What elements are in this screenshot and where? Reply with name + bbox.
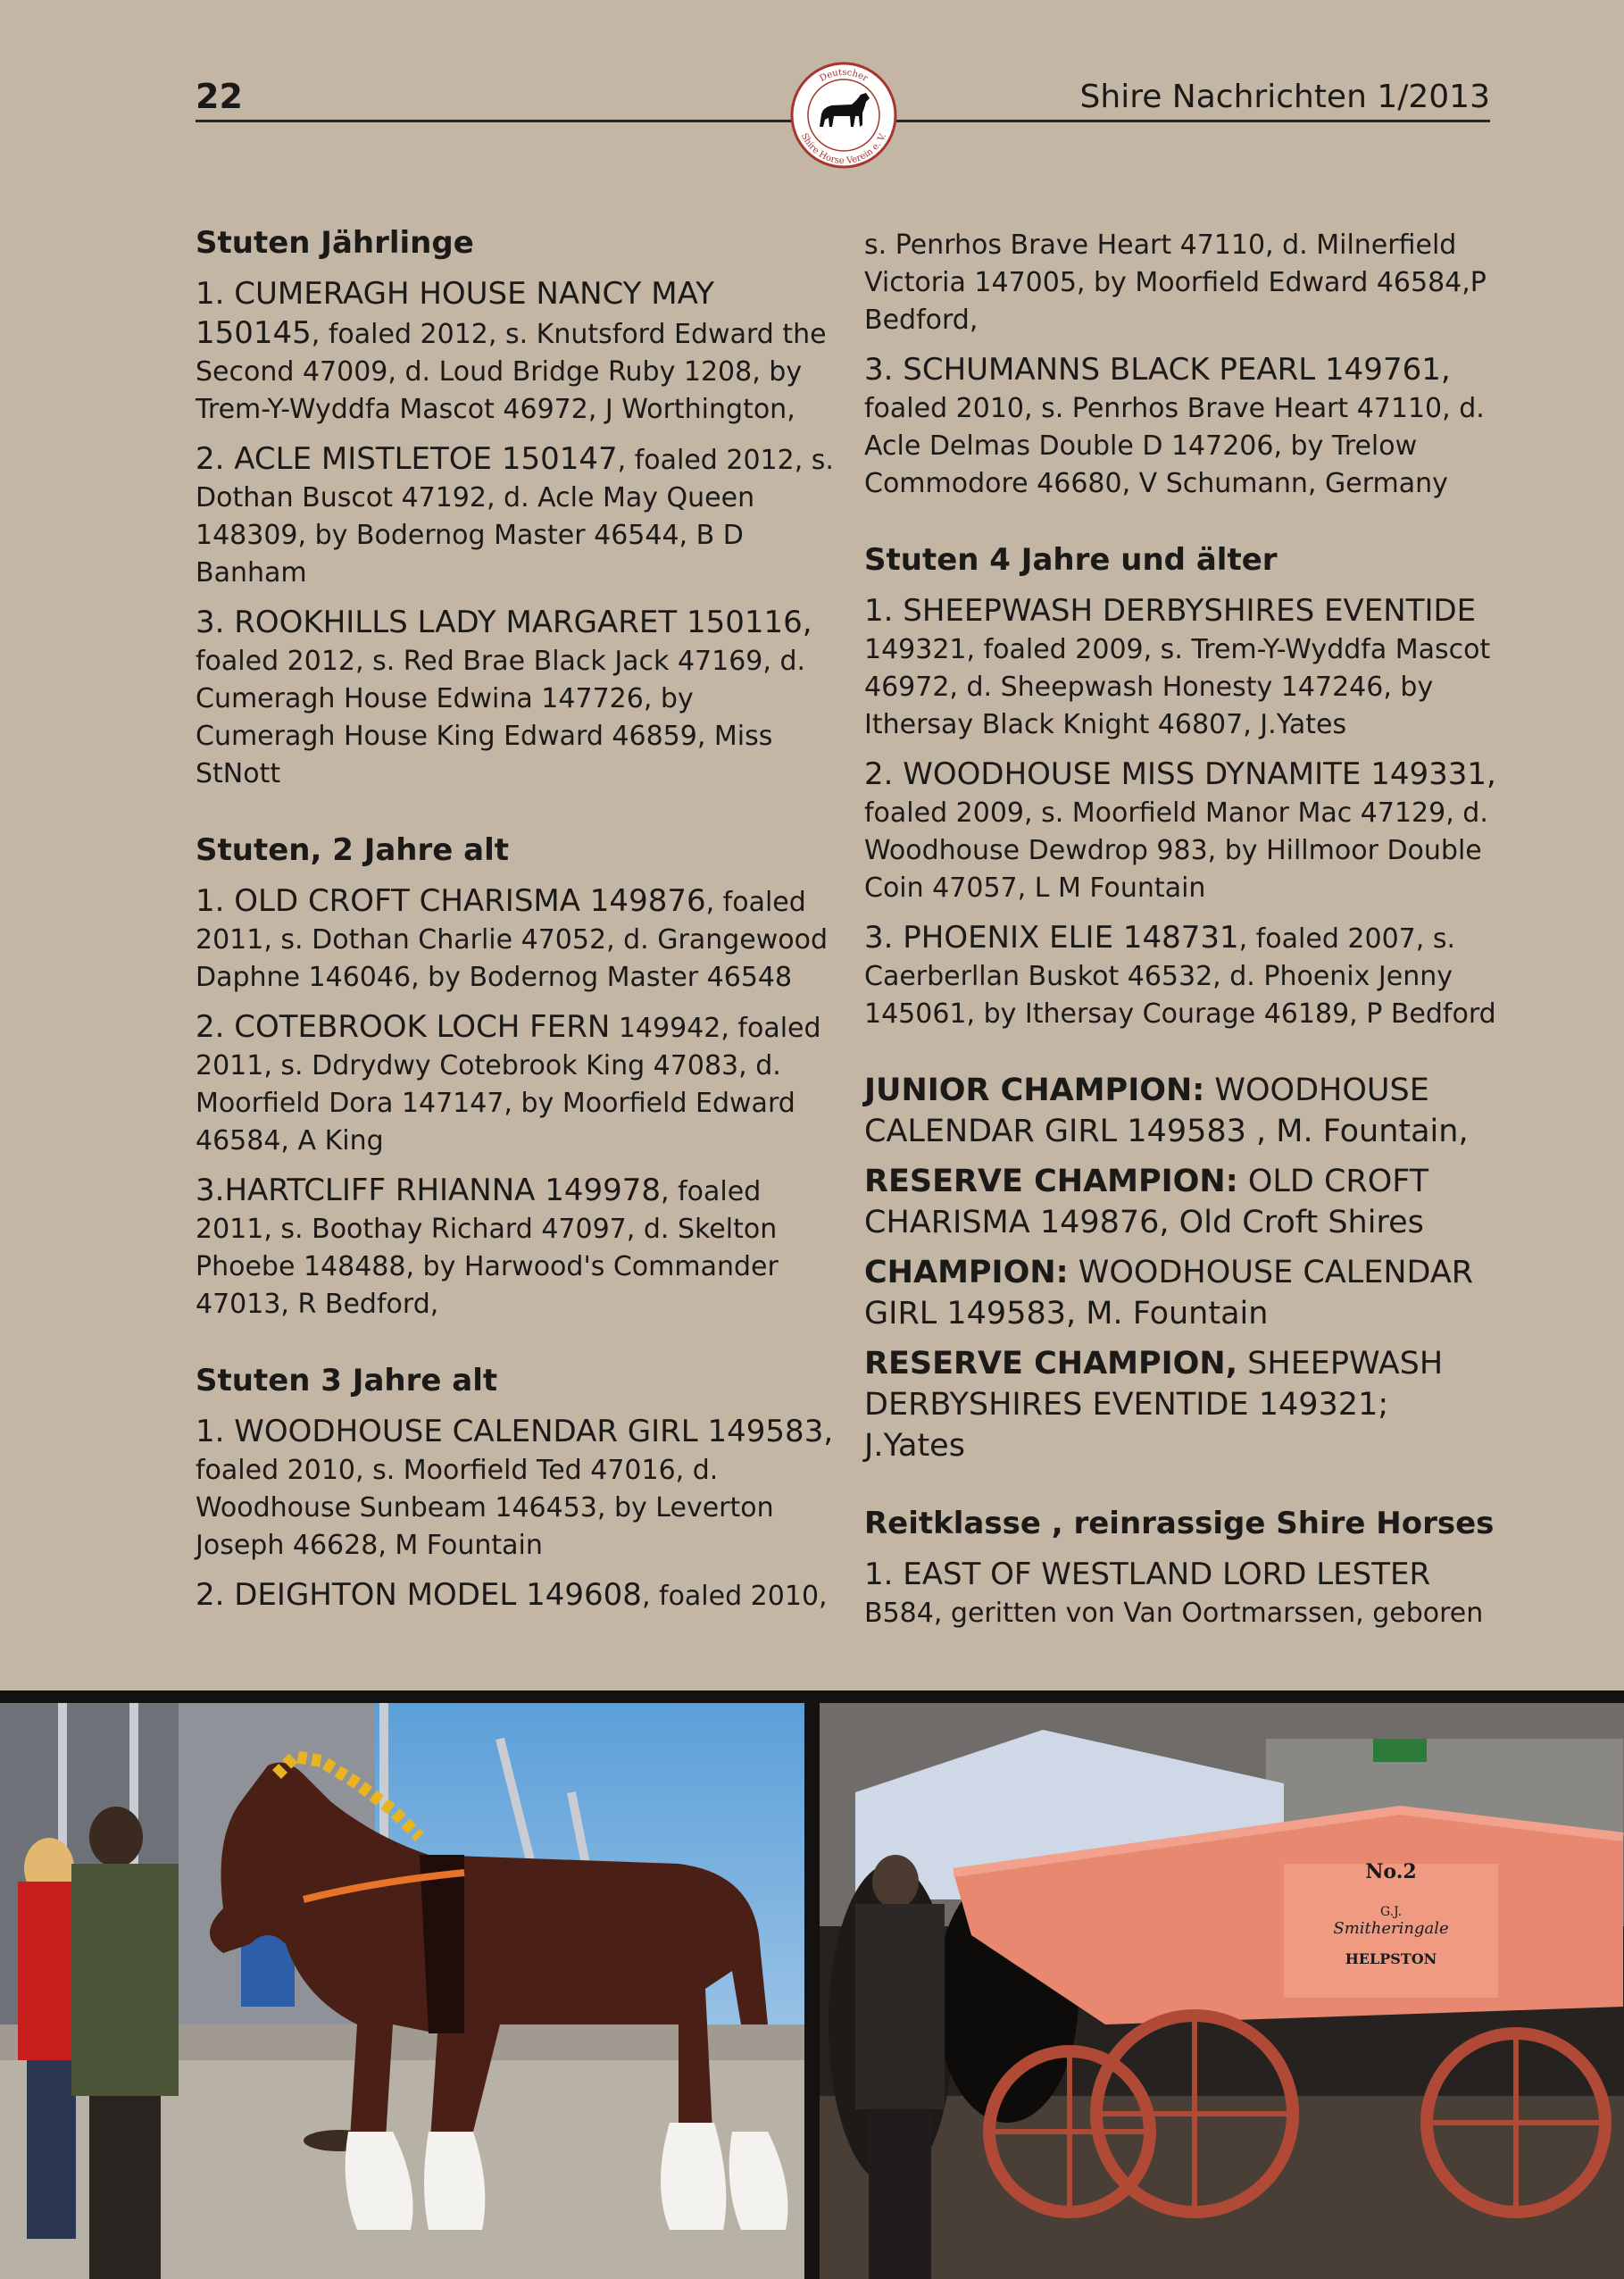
- entry-details: , foaled 2012, s. Knutsford Edward the Second 47009, d. Loud Bridge Ruby 1208, by Trem-Y-Wyddfa Mascot 46972, J Worthington,: [196, 319, 827, 425]
- result-entry: [864, 1556, 1498, 1632]
- entry-details: foaled 2009, s. Moorfield Manor Mac 47129, d. Woodhouse Dewdrop 983, by Hillmoor Double Coin 47057, L M Fountain: [864, 797, 1488, 904]
- champion-text: WOODHOUSE CALENDAR GIRL 149583 , M. Fountain,: [864, 1073, 1469, 1149]
- entry-details: , foaled 2007, s. Caerberllan Buskot 46532, d. Phoenix Jenny 145061, by Ithersay Courage 46189, P Bedford: [864, 923, 1496, 1030]
- cart-name-initials: G.J.: [1379, 1905, 1403, 1919]
- photo-horse-cart: [820, 1703, 1624, 2279]
- entry-details: s. Penrhos Brave Heart 47110, d. Milnerfield Victoria 147005, by Moorfield Edward 46584,P Bedford,: [864, 230, 1487, 336]
- cart-place: HELPSTON: [1345, 1950, 1437, 1967]
- champion-label: RESERVE CHAMPION,: [864, 1346, 1238, 1382]
- cart-name-surname: Smitheringale: [1333, 1919, 1449, 1938]
- page-number: 22: [196, 77, 243, 116]
- entry-name: 3. SCHUMANNS BLACK PEARL 149761,: [864, 352, 1451, 388]
- entry-name: 2. COTEBROOK LOCH FERN: [196, 1009, 611, 1045]
- entry-name: 2. ACLE MISTLETOE 150147: [196, 441, 618, 477]
- result-entry: [196, 275, 834, 429]
- result-entry: [864, 755, 1498, 907]
- champion-text: SHEEPWASH DERBYSHIRES EVENTIDE 149321; J.Yates: [864, 1346, 1444, 1464]
- section-title: Stuten 3 Jahre alt: [196, 1363, 498, 1398]
- entry-name: 1. SHEEPWASH DERBYSHIRES EVENTIDE: [864, 593, 1477, 629]
- logo-bottom-text: Shire Horse Verein e. V.: [798, 131, 889, 167]
- entry-name: 3. ROOKHILLS LADY MARGARET 150116,: [196, 605, 812, 640]
- entry-details: B584, geritten von Van Oortmarssen, geboren: [864, 1598, 1484, 1629]
- entry-details: , foaled 2010,: [641, 1581, 828, 1612]
- magazine-issue: Shire Nachrichten 1/2013: [1079, 79, 1490, 115]
- result-entry: [864, 919, 1498, 1033]
- photo-shire-horse: [0, 1703, 804, 2279]
- result-entry: [864, 225, 1498, 339]
- entry-name: 2. WOODHOUSE MISS DYNAMITE 149331,: [864, 756, 1496, 792]
- champion-label: RESERVE CHAMPION:: [864, 1164, 1238, 1199]
- result-entry: [864, 592, 1498, 744]
- champion-entry: [864, 1343, 1498, 1466]
- left-column: [196, 225, 834, 1627]
- entry-details: 149942, foaled 2011, s. Ddrydwy Cotebrook King 47083, d. Moorfield Dora 147147, by Moorfield Edward 46584, A King: [196, 1013, 821, 1156]
- entry-details: 149321, foaled 2009, s. Trem-Y-Wyddfa Mascot 46972, d. Sheepwash Honesty 147246, by Ithersay Black Knight 46807, J.Yates: [864, 634, 1491, 740]
- result-entry: [196, 1576, 834, 1615]
- result-entry: [196, 1008, 834, 1160]
- right-column: [864, 225, 1498, 1644]
- section-title: Reitklasse , reinrassige Shire Horses: [864, 1506, 1495, 1541]
- champion-entry: [864, 1161, 1498, 1243]
- entry-details: foaled 2012, s. Red Brae Black Jack 47169, d. Cumeragh House Edwina 147726, by Cumeragh House King Edward 46859, Miss StNott: [196, 646, 806, 789]
- champion-text: OLD CROFT CHARISMA 149876, Old Croft Shires: [864, 1164, 1429, 1240]
- cart-number: No.2: [1365, 1860, 1417, 1883]
- entry-details: , foaled 2012, s. Dothan Buscot 47192, d. Acle May Queen 148309, by Bodernog Master 46544, B D Banham: [196, 445, 834, 589]
- result-entry: [196, 604, 834, 793]
- result-entry: [196, 1172, 834, 1323]
- entry-name: 1. EAST OF WESTLAND LORD LESTER: [864, 1557, 1431, 1592]
- champion-text: WOODHOUSE CALENDAR GIRL 149583, M. Fountain: [864, 1255, 1474, 1332]
- section-title: Stuten Jährlinge: [196, 225, 474, 261]
- section-title: Stuten, 2 Jahre alt: [196, 832, 510, 868]
- section-title: Stuten 4 Jahre und älter: [864, 542, 1278, 578]
- logo-top-text: Deutscher: [818, 67, 870, 84]
- entry-name: 1. CUMERAGH HOUSE NANCY MAY 150145: [196, 276, 714, 351]
- entry-details: foaled 2010, s. Moorfield Ted 47016, d. Woodhouse Sunbeam 146453, by Leverton Joseph 46628, M Fountain: [196, 1455, 774, 1561]
- champion-entry: [864, 1252, 1498, 1334]
- entry-name: 1. OLD CROFT CHARISMA 149876: [196, 883, 706, 919]
- entry-details: foaled 2010, s. Penrhos Brave Heart 47110, d. Acle Delmas Double D 147206, by Trelow Commodore 46680, V Schumann, Germany: [864, 393, 1485, 499]
- result-entry: [864, 351, 1498, 503]
- entry-name: 2. DEIGHTON MODEL 149608: [196, 1577, 642, 1613]
- entry-name: 3.HARTCLIFF RHIANNA 149978: [196, 1173, 662, 1208]
- result-entry: [196, 882, 834, 997]
- result-entry: [196, 1413, 834, 1565]
- entry-name: 1. WOODHOUSE CALENDAR GIRL 149583,: [196, 1414, 834, 1449]
- champion-label: JUNIOR CHAMPION:: [864, 1073, 1205, 1108]
- handler-figure: [855, 1855, 945, 2279]
- entry-details: , foaled 2011, s. Dothan Charlie 47052, d. Grangewood Daphne 146046, by Bodernog Master 46548: [196, 887, 829, 993]
- handler-figures: [18, 1807, 179, 2279]
- entry-details: , foaled 2011, s. Boothay Richard 47097, d. Skelton Phoebe 148488, by Harwood's Commander 47013, R Bedford,: [196, 1176, 779, 1320]
- champion-entry: [864, 1070, 1498, 1152]
- society-logo: [789, 61, 898, 170]
- champion-label: CHAMPION:: [864, 1255, 1069, 1290]
- result-entry: [196, 440, 834, 592]
- entry-name: 3. PHOENIX ELIE 148731: [864, 920, 1239, 956]
